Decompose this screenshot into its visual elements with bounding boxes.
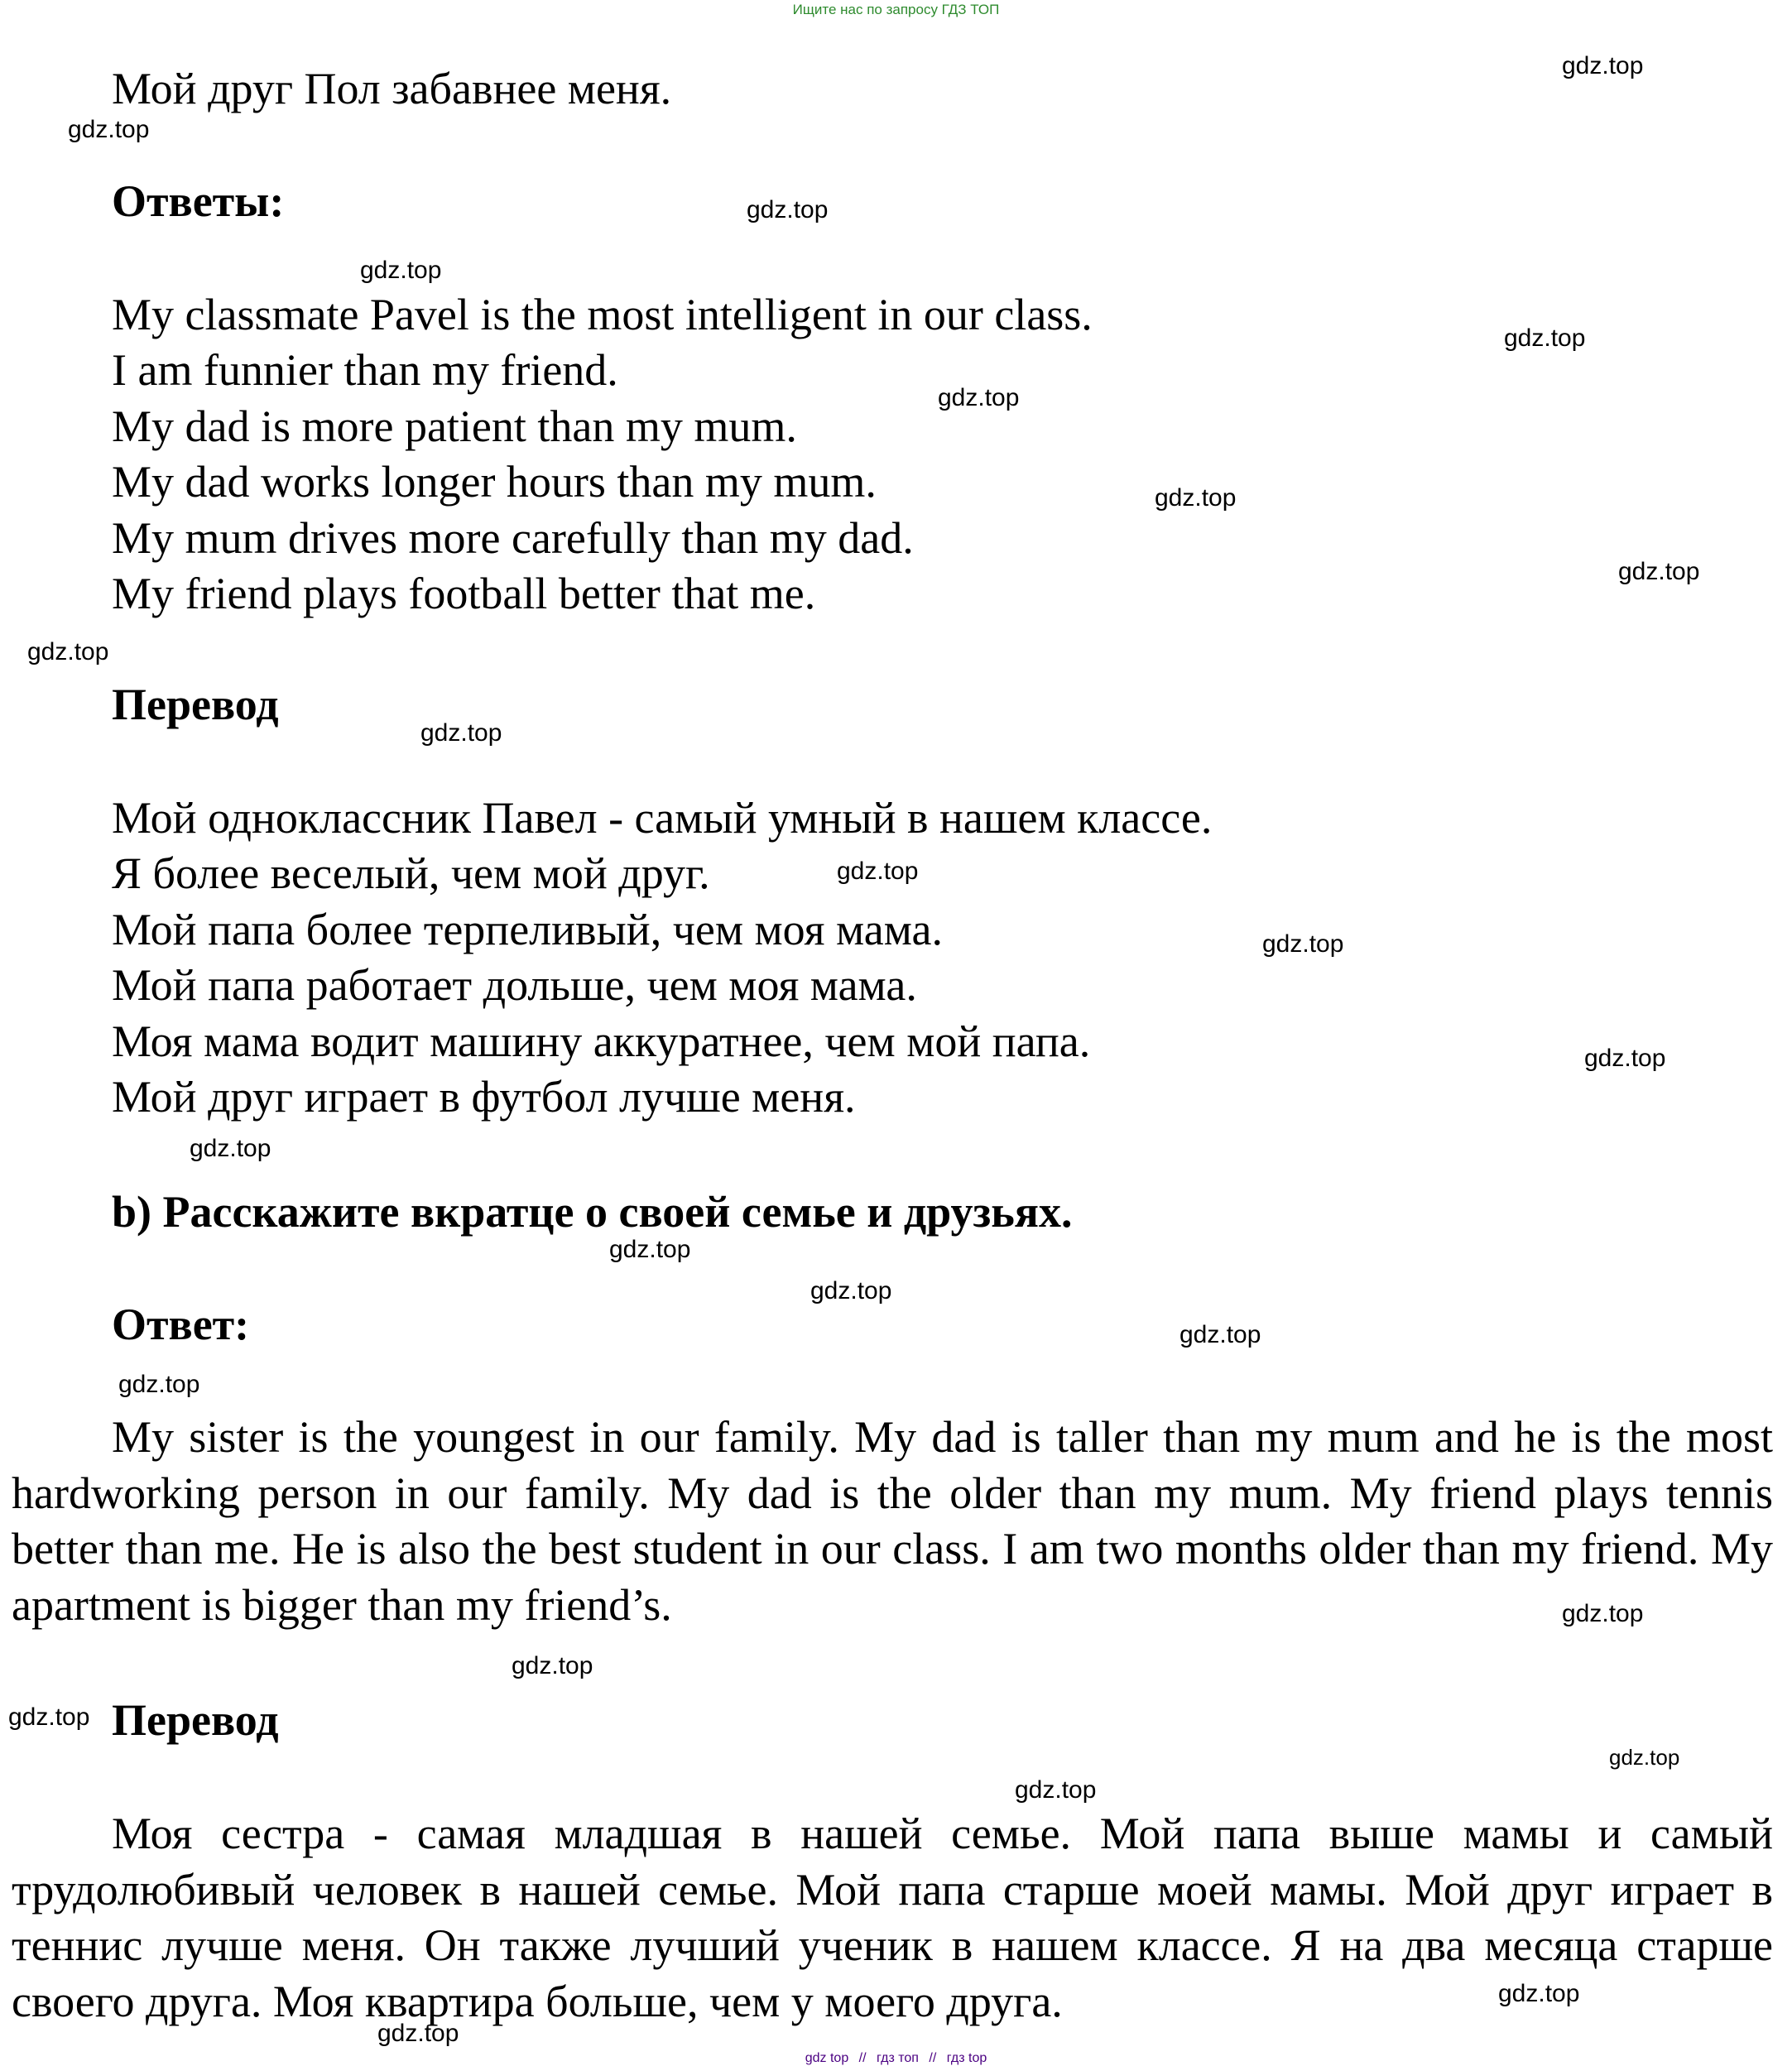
watermark: gdz.top xyxy=(1562,52,1644,79)
watermark: gdz.top xyxy=(1584,1045,1666,1072)
answer-line-1: My classmate Pavel is the most intelligent in our class. xyxy=(112,290,1093,339)
watermark: gdz.top xyxy=(1179,1321,1261,1348)
watermark: gdz.top xyxy=(360,257,442,284)
footer xyxy=(0,2051,1792,2066)
watermark: gdz.top xyxy=(1498,1980,1580,2007)
translation-line-5: Моя мама водит машину аккуратнее, чем мой папа. xyxy=(112,1016,1091,1066)
footer-separator: // xyxy=(929,2051,937,2065)
answer-line-2: I am funnier than my friend. xyxy=(112,345,618,395)
watermark: gdz.top xyxy=(938,384,1020,411)
footer-separator: // xyxy=(858,2051,867,2065)
watermark: gdz.top xyxy=(609,1236,691,1263)
translation-line-2: Я более веселый, чем мой друг. xyxy=(112,848,710,898)
top-banner: Ищите нас по запросу ГДЗ ТОП xyxy=(792,2,1000,17)
watermark: gdz.top xyxy=(1262,930,1344,958)
answer-line-3: My dad is more patient than my mum. xyxy=(112,401,797,451)
watermark: gdz.top xyxy=(68,116,150,143)
watermark: gdz.top xyxy=(8,1703,90,1731)
watermark: gdz.top xyxy=(1155,484,1237,512)
translation-heading-2: Перевод xyxy=(112,1695,279,1745)
watermark: gdz.top xyxy=(747,196,829,223)
watermark: gdz.top xyxy=(837,858,919,885)
footer-link-2[interactable]: гдз топ xyxy=(877,2051,919,2065)
watermark: gdz.top xyxy=(810,1277,892,1304)
watermark: gdz.top xyxy=(190,1135,271,1162)
translation-line-4: Мой папа работает дольше, чем моя мама. xyxy=(112,960,917,1010)
watermark: gdz.top xyxy=(1609,1745,1680,1770)
watermark: gdz.top xyxy=(512,1652,593,1679)
watermark: gdz.top xyxy=(1562,1600,1644,1627)
answer-heading: Ответ: xyxy=(112,1300,250,1349)
footer-link-1[interactable]: gdz top xyxy=(805,2051,849,2065)
translation-line-6: Мой друг играет в футбол лучше меня. xyxy=(112,1072,856,1122)
answer-line-6: My friend plays football better that me. xyxy=(112,569,816,618)
footer-link-3[interactable]: гдз top xyxy=(946,2051,987,2065)
watermark: gdz.top xyxy=(27,638,109,665)
watermark: gdz.top xyxy=(1618,558,1700,585)
watermark: gdz.top xyxy=(118,1371,200,1398)
translation-line-1: Мой одноклассник Павел - самый умный в нашем классе. xyxy=(112,793,1213,843)
intro-line: Мой друг Пол забавнее меня. xyxy=(112,64,672,113)
translation-heading-1: Перевод xyxy=(112,680,279,729)
answer-paragraph: My sister is the youngest in our family. My dad is taller than my mum and he is the most hardworking person in our family. My dad is the older than my mum. My friend plays tennis better than me. He is also the best student in our class. I am two months older than my friend. My apartment is bigger than my friend’s. xyxy=(12,1412,1773,1630)
watermark: gdz.top xyxy=(377,2020,459,2047)
translation-paragraph: Моя сестра - самая младшая в нашей семье. Мой папа выше мамы и самый трудолюбивый человек в нашей семье. Мой папа старше моей мамы. Мой друг играет в теннис лучше меня. Он также лучший ученик в нашем классе. Я на два месяца старше своего друга. Моя квартира больше, чем у моего друга. xyxy=(12,1809,1773,2026)
answer-line-5: My mum drives more carefully than my dad. xyxy=(112,513,914,563)
answer-line-4: My dad works longer hours than my mum. xyxy=(112,457,877,507)
answers-heading: Ответы: xyxy=(112,176,285,226)
watermark: gdz.top xyxy=(1015,1776,1097,1804)
watermark: gdz.top xyxy=(420,719,502,747)
task-b-heading: b) Расскажите вкратце о своей семье и друзьях. xyxy=(112,1187,1073,1237)
translation-line-3: Мой папа более терпеливый, чем моя мама. xyxy=(112,905,944,954)
watermark: gdz.top xyxy=(1504,324,1586,352)
